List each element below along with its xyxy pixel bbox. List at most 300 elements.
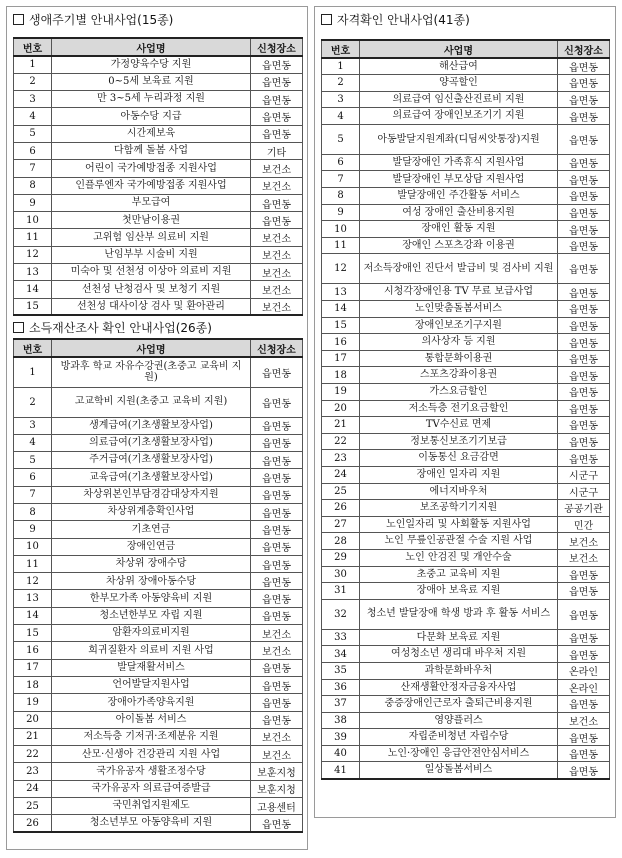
cell-number: 3 [14,91,52,108]
cell-program-name: 저소득층 전기요금할인 [360,400,558,417]
cell-application-place: 온라인 [558,679,610,696]
cell-number: 8 [14,503,52,520]
cell-application-place: 읍면동 [558,317,610,334]
table-row [14,387,303,417]
table-row [14,815,303,832]
cell-number: 17 [14,659,52,676]
cell-number: 1 [14,56,52,73]
table-row [322,483,610,500]
table-row [322,599,610,629]
table-row [322,629,610,646]
cell-application-place: 읍면동 [251,503,303,520]
table-row [322,204,610,221]
cell-program-name: 장애인 일자리 지원 [360,466,558,483]
table-row [322,301,610,318]
cell-program-name: 자립준비청년 자립수당 [360,729,558,746]
cell-number: 6 [14,469,52,486]
table-row [322,400,610,417]
cell-number: 18 [14,676,52,693]
table-header-row [14,38,303,56]
cell-application-place: 읍면동 [251,357,303,387]
cell-number: 13 [14,264,52,281]
right-panel [314,6,616,818]
cell-program-name: 의사상자 등 지원 [360,334,558,351]
cell-number: 4 [322,108,360,125]
cell-program-name: 한부모가족 아동양육비 지원 [52,590,251,607]
cell-application-place: 읍면동 [251,590,303,607]
cell-number: 27 [322,516,360,533]
table-row [14,452,303,469]
table-row [322,696,610,713]
cell-number: 1 [322,58,360,75]
cell-application-place: 보건소 [251,728,303,745]
table-row [14,642,303,659]
table-row [14,555,303,572]
cell-application-place: 읍면동 [558,583,610,600]
cell-program-name: 청소년 발달장애 학생 방과 후 활동 서비스 [360,599,558,629]
cell-number: 13 [322,284,360,301]
cell-number: 33 [322,629,360,646]
header-number: 번호 [14,38,52,56]
cell-program-name: 아이돌봄 서비스 [52,711,251,728]
cell-application-place: 읍면동 [251,56,303,73]
cell-application-place: 읍면동 [251,711,303,728]
cell-application-place: 읍면동 [558,301,610,318]
section-title-eligibility [321,11,470,28]
cell-program-name: 발달재활서비스 [52,659,251,676]
cell-number: 7 [14,160,52,177]
table-row [322,417,610,434]
table-row [14,125,303,142]
cell-application-place: 읍면동 [558,108,610,125]
cell-application-place: 시군구 [558,466,610,483]
header-application-place: 신청장소 [251,38,303,56]
cell-number: 38 [322,712,360,729]
cell-application-place: 읍면동 [251,452,303,469]
cell-application-place: 보건소 [251,281,303,298]
cell-application-place: 읍면동 [558,646,610,663]
cell-program-name: 의료급여(기초생활보장사업) [52,434,251,451]
table-row [14,91,303,108]
cell-program-name: 장애인 활동 지원 [360,221,558,238]
cell-number: 20 [14,711,52,728]
cell-number: 21 [322,417,360,434]
table-row [14,357,303,387]
cell-program-name: 저소득층 기저귀·조제분유 지원 [52,728,251,745]
cell-program-name: 스포츠강좌이용권 [360,367,558,384]
cell-application-place: 보건소 [558,549,610,566]
cell-program-name: TV수신료 면제 [360,417,558,434]
cell-number: 37 [322,696,360,713]
section-title-text: 자격확인 안내사업(41종) [337,13,470,27]
table-row [14,142,303,159]
cell-program-name: 청소년한부모 자립 지원 [52,607,251,624]
section-title-text: 소득재산조사 확인 안내사업(26종) [29,321,212,335]
table-row [322,679,610,696]
cell-number: 11 [14,229,52,246]
cell-program-name: 장애아가족양육지원 [52,694,251,711]
table-row [14,798,303,815]
cell-program-name: 의료급여 임신출산진료비 지원 [360,91,558,108]
cell-program-name: 발달장애인 주간활동 서비스 [360,188,558,205]
cell-program-name: 해산급여 [360,58,558,75]
table-row [14,469,303,486]
cell-number: 41 [322,762,360,779]
cell-application-place: 읍면동 [558,745,610,762]
cell-program-name: 국가유공자 생활조정수당 [52,763,251,780]
checkbox-square-icon [321,14,332,25]
table-row [14,229,303,246]
cell-application-place: 읍면동 [558,433,610,450]
table-row [322,284,610,301]
cell-number: 5 [322,124,360,154]
cell-number: 28 [322,533,360,550]
cell-application-place: 읍면동 [558,450,610,467]
cell-number: 20 [322,400,360,417]
cell-application-place: 보건소 [251,160,303,177]
section-title-lifecycle [13,11,173,28]
cell-application-place: 읍면동 [558,204,610,221]
cell-program-name: 장애인연금 [52,538,251,555]
table-row [14,73,303,90]
cell-program-name: 희귀질환자 의료비 지원 사업 [52,642,251,659]
cell-number: 8 [322,188,360,205]
header-number: 번호 [14,339,52,357]
header-application-place: 신청장소 [558,40,610,58]
cell-number: 29 [322,549,360,566]
cell-application-place: 기타 [251,142,303,159]
cell-number: 2 [322,75,360,92]
cell-program-name: 미숙아 및 선천성 이상아 의료비 지원 [52,264,251,281]
cell-application-place: 읍면동 [558,367,610,384]
cell-application-place: 읍면동 [251,108,303,125]
lifecycle-table [13,37,303,316]
cell-program-name: 다문화 보육료 지원 [360,629,558,646]
cell-number: 9 [14,194,52,211]
table-row [14,694,303,711]
table-row [322,317,610,334]
cell-application-place: 읍면동 [558,384,610,401]
table-row [14,194,303,211]
cell-program-name: 이동통신 요금감면 [360,450,558,467]
table-row [322,384,610,401]
cell-application-place: 보건소 [251,746,303,763]
cell-number: 30 [322,566,360,583]
cell-number: 10 [14,538,52,555]
cell-number: 6 [14,142,52,159]
table-row [322,533,610,550]
cell-application-place: 보건소 [251,625,303,642]
cell-program-name: 주거급여(기초생활보장사업) [52,452,251,469]
cell-application-place: 읍면동 [251,387,303,417]
cell-number: 12 [322,254,360,284]
cell-number: 15 [14,298,52,315]
table-row [14,676,303,693]
table-row [322,566,610,583]
table-row [322,58,610,75]
table-row [14,763,303,780]
cell-program-name: 인플루엔자 국가예방접종 지원사업 [52,177,251,194]
cell-program-name: 국가유공자 의료급여증발급 [52,780,251,797]
table-row [322,108,610,125]
cell-application-place: 읍면동 [558,75,610,92]
cell-program-name: 중증장애인근로자 출퇴근비용지원 [360,696,558,713]
header-program-name: 사업명 [52,339,251,357]
table-row [14,212,303,229]
cell-number: 5 [14,125,52,142]
cell-number: 4 [14,108,52,125]
table-row [322,171,610,188]
cell-program-name: 차상위 장애아동수당 [52,573,251,590]
cell-program-name: 기초연금 [52,521,251,538]
cell-application-place: 보건소 [251,177,303,194]
cell-program-name: 영양플러스 [360,712,558,729]
table-row [322,91,610,108]
cell-application-place: 읍면동 [251,417,303,434]
table-row [322,450,610,467]
table-row [14,780,303,797]
cell-application-place: 읍면동 [251,212,303,229]
header-program-name: 사업명 [52,38,251,56]
cell-program-name: 아동발달지원계좌(디딤씨앗통장)지원 [360,124,558,154]
cell-application-place: 보건소 [251,642,303,659]
cell-number: 6 [322,154,360,171]
cell-program-name: 난임부부 시술비 지원 [52,246,251,263]
cell-program-name: 어린이 국가예방접종 지원사업 [52,160,251,177]
cell-number: 31 [322,583,360,600]
cell-program-name: 언어발달지원사업 [52,676,251,693]
section-title-income-check [13,319,212,336]
cell-program-name: 0~5세 보육료 지원 [52,73,251,90]
cell-program-name: 청소년부모 아동양육비 지원 [52,815,251,832]
cell-number: 9 [322,204,360,221]
cell-number: 23 [14,763,52,780]
table-row [322,237,610,254]
cell-application-place: 읍면동 [558,58,610,75]
cell-application-place: 읍면동 [558,91,610,108]
cell-program-name: 노인 안검진 및 개안수술 [360,549,558,566]
cell-program-name: 초중고 교육비 지원 [360,566,558,583]
cell-number: 26 [14,815,52,832]
table-row [14,573,303,590]
table-header-row [14,339,303,357]
cell-application-place: 읍면동 [558,350,610,367]
cell-application-place: 보건소 [251,264,303,281]
cell-application-place: 읍면동 [558,629,610,646]
table-row [14,659,303,676]
table-row [322,154,610,171]
cell-program-name: 고교학비 지원(초중고 교육비 지원) [52,387,251,417]
table-row [322,221,610,238]
cell-application-place: 읍면동 [558,762,610,779]
cell-number: 2 [14,387,52,417]
cell-application-place: 읍면동 [558,124,610,154]
cell-program-name: 노인맞춤돌봄서비스 [360,301,558,318]
cell-number: 22 [322,433,360,450]
cell-application-place: 읍면동 [558,417,610,434]
cell-application-place: 읍면동 [251,573,303,590]
header-program-name: 사업명 [360,40,558,58]
eligibility-table [321,39,610,780]
cell-program-name: 첫만남이용권 [52,212,251,229]
cell-application-place: 보건소 [251,298,303,315]
cell-number: 15 [14,625,52,642]
cell-program-name: 발달장애인 부모상담 지원사업 [360,171,558,188]
cell-number: 39 [322,729,360,746]
cell-application-place: 읍면동 [251,538,303,555]
cell-number: 32 [322,599,360,629]
checkbox-square-icon [13,14,24,25]
cell-application-place: 읍면동 [558,237,610,254]
cell-number: 15 [322,317,360,334]
cell-program-name: 교육급여(기초생활보장사업) [52,469,251,486]
cell-application-place: 읍면동 [251,125,303,142]
cell-application-place: 읍면동 [558,729,610,746]
cell-program-name: 여성 장애인 출산비용지원 [360,204,558,221]
cell-application-place: 온라인 [558,662,610,679]
table-row [322,729,610,746]
table-row [322,583,610,600]
table-row [14,177,303,194]
cell-program-name: 노인일자리 및 사회활동 지원사업 [360,516,558,533]
table-row [14,728,303,745]
cell-number: 23 [322,450,360,467]
table-row [322,662,610,679]
table-row [322,745,610,762]
table-row [322,124,610,154]
cell-program-name: 선천성 대사이상 검사 및 환아관리 [52,298,251,315]
cell-number: 5 [14,452,52,469]
cell-application-place: 읍면동 [251,73,303,90]
cell-application-place: 민간 [558,516,610,533]
cell-application-place: 읍면동 [558,400,610,417]
table-row [322,433,610,450]
table-row [14,56,303,73]
table-row [14,264,303,281]
cell-application-place: 보훈지청 [251,763,303,780]
cell-program-name: 과학문화바우처 [360,662,558,679]
table-row [322,500,610,517]
cell-number: 24 [14,780,52,797]
table-row [14,503,303,520]
cell-application-place: 읍면동 [558,154,610,171]
cell-program-name: 양곡할인 [360,75,558,92]
cell-number: 14 [14,607,52,624]
cell-number: 9 [14,521,52,538]
cell-application-place: 읍면동 [558,566,610,583]
cell-number: 7 [14,486,52,503]
cell-number: 34 [322,646,360,663]
table-row [14,711,303,728]
cell-program-name: 가스요금할인 [360,384,558,401]
cell-application-place: 보건소 [251,246,303,263]
cell-program-name: 에너지바우처 [360,483,558,500]
cell-number: 1 [14,357,52,387]
table-row [322,762,610,779]
cell-number: 7 [322,171,360,188]
cell-number: 24 [322,466,360,483]
cell-number: 17 [322,350,360,367]
checkbox-square-icon [13,322,24,333]
cell-program-name: 암환자의료비지원 [52,625,251,642]
cell-number: 11 [14,555,52,572]
cell-application-place: 읍면동 [251,555,303,572]
table-row [14,160,303,177]
cell-program-name: 국민취업지원제도 [52,798,251,815]
cell-program-name: 선천성 난청검사 및 보청기 지원 [52,281,251,298]
table-row [14,486,303,503]
cell-number: 10 [322,221,360,238]
cell-application-place: 읍면동 [558,599,610,629]
cell-application-place: 읍면동 [251,676,303,693]
cell-number: 22 [14,746,52,763]
cell-application-place: 읍면동 [251,694,303,711]
cell-number: 36 [322,679,360,696]
cell-application-place: 보훈지청 [251,780,303,797]
cell-application-place: 보건소 [558,712,610,729]
cell-number: 19 [14,694,52,711]
cell-program-name: 의료급여 장애인보조기기 지원 [360,108,558,125]
cell-number: 19 [322,384,360,401]
cell-program-name: 만 3~5세 누리과정 지원 [52,91,251,108]
table-row [14,246,303,263]
cell-program-name: 일상돌봄서비스 [360,762,558,779]
cell-application-place: 읍면동 [251,91,303,108]
cell-number: 11 [322,237,360,254]
header-application-place: 신청장소 [251,339,303,357]
cell-program-name: 고위험 임산부 의료비 지원 [52,229,251,246]
cell-program-name: 생계급여(기초생활보장사업) [52,417,251,434]
cell-program-name: 차상위본인부담경감대상자지원 [52,486,251,503]
cell-program-name: 노인·장애인 응급안전안심서비스 [360,745,558,762]
table-row [14,746,303,763]
cell-program-name: 통합문화이용권 [360,350,558,367]
cell-number: 13 [14,590,52,607]
cell-program-name: 시청각장애인용 TV 무료 보급사업 [360,284,558,301]
cell-application-place: 읍면동 [251,486,303,503]
table-row [14,538,303,555]
cell-application-place: 읍면동 [558,696,610,713]
table-row [322,516,610,533]
cell-application-place: 보건소 [558,533,610,550]
table-row [14,434,303,451]
cell-program-name: 정보통신보조기기보급 [360,433,558,450]
cell-application-place: 읍면동 [251,815,303,832]
table-row [14,108,303,125]
cell-number: 26 [322,500,360,517]
cell-number: 14 [14,281,52,298]
cell-application-place: 시군구 [558,483,610,500]
table-row [322,254,610,284]
cell-program-name: 장애아 보육료 지원 [360,583,558,600]
cell-number: 4 [14,434,52,451]
cell-program-name: 시간제보육 [52,125,251,142]
table-row [14,281,303,298]
cell-application-place: 읍면동 [558,171,610,188]
table-row [322,75,610,92]
cell-program-name: 보조공학기기지원 [360,500,558,517]
cell-program-name: 노인 무릎인공관절 수술 지원 사업 [360,533,558,550]
cell-program-name: 발달장애인 가족휴식 지원사업 [360,154,558,171]
table-row [14,298,303,315]
table-row [322,712,610,729]
table-row [322,466,610,483]
cell-program-name: 산모·신생아 건강관리 지원 사업 [52,746,251,763]
cell-number: 12 [14,246,52,263]
cell-application-place: 읍면동 [558,284,610,301]
cell-number: 2 [14,73,52,90]
cell-application-place: 공공기관 [558,500,610,517]
